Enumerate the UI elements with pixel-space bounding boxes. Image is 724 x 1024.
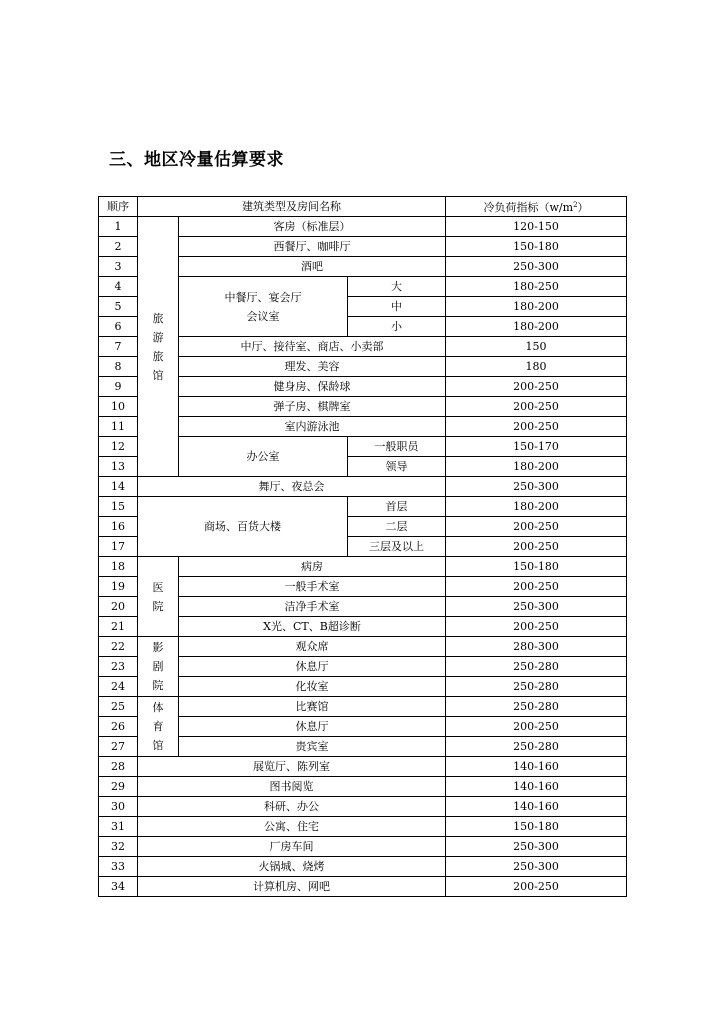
row-value: 250-300	[446, 597, 627, 617]
table-row	[99, 657, 627, 677]
row-value: 250-300	[446, 857, 627, 877]
row-name: 二层	[348, 517, 446, 537]
row-no: 2	[99, 237, 138, 257]
row-value: 180-200	[446, 317, 627, 337]
row-no: 6	[99, 317, 138, 337]
table-row	[99, 217, 627, 237]
row-name: 健身房、保龄球	[179, 377, 446, 397]
row-name: 展览厅、陈列室	[138, 757, 446, 777]
row-name: 中	[348, 297, 446, 317]
table-row	[99, 337, 627, 357]
row-value: 180-200	[446, 297, 627, 317]
subgroup-dining	[179, 277, 348, 337]
table-row	[99, 877, 627, 897]
row-value: 140-160	[446, 797, 627, 817]
row-value: 200-250	[446, 877, 627, 897]
row-value: 200-250	[446, 577, 627, 597]
row-no: 18	[99, 557, 138, 577]
row-name: 中厅、接待室、商店、小卖部	[179, 337, 446, 357]
row-no: 14	[99, 477, 138, 497]
table-row	[99, 257, 627, 277]
row-no: 22	[99, 637, 138, 657]
header-cooling-index-prefix: 冷负荷指标（w/m	[483, 201, 574, 214]
row-no: 12	[99, 437, 138, 457]
row-no: 32	[99, 837, 138, 857]
row-name: 休息厅	[179, 657, 446, 677]
group-gym: 体育馆	[138, 697, 179, 757]
row-no: 11	[99, 417, 138, 437]
row-no: 31	[99, 817, 138, 837]
row-name: 厂房车间	[138, 837, 446, 857]
row-value: 280-300	[446, 637, 627, 657]
row-no: 9	[99, 377, 138, 397]
row-value: 250-280	[446, 677, 627, 697]
row-name: 舞厅、夜总会	[138, 477, 446, 497]
subgroup-dining-line-2: 会议室	[246, 309, 280, 323]
row-value: 180-250	[446, 277, 627, 297]
table-row	[99, 777, 627, 797]
row-no: 19	[99, 577, 138, 597]
table-row	[99, 237, 627, 257]
row-name: 领导	[348, 457, 446, 477]
table-row	[99, 577, 627, 597]
header-order: 顺序	[99, 197, 138, 217]
table-row	[99, 677, 627, 697]
row-value: 200-250	[446, 417, 627, 437]
row-value: 150-180	[446, 237, 627, 257]
row-no: 20	[99, 597, 138, 617]
row-name: 化妆室	[179, 677, 446, 697]
table-row	[99, 397, 627, 417]
table-row	[99, 277, 627, 297]
row-value: 250-280	[446, 697, 627, 717]
row-value: 140-160	[446, 757, 627, 777]
row-no: 21	[99, 617, 138, 637]
table-row	[99, 437, 627, 457]
row-value: 180	[446, 357, 627, 377]
table-row	[99, 817, 627, 837]
table-row	[99, 797, 627, 817]
row-no: 1	[99, 217, 138, 237]
row-no: 15	[99, 497, 138, 517]
table-row	[99, 597, 627, 617]
row-name: 贵宾室	[179, 737, 446, 757]
row-no: 16	[99, 517, 138, 537]
row-no: 23	[99, 657, 138, 677]
table-row	[99, 557, 627, 577]
group-hotel: 旅游旅馆	[138, 217, 179, 477]
row-name: X光、CT、B超诊断	[179, 617, 446, 637]
row-name: 科研、办公	[138, 797, 446, 817]
row-no: 33	[99, 857, 138, 877]
row-no: 4	[99, 277, 138, 297]
row-value: 200-250	[446, 517, 627, 537]
row-no: 28	[99, 757, 138, 777]
row-name: 休息厅	[179, 717, 446, 737]
row-value: 180-200	[446, 497, 627, 517]
group-hospital: 医院	[138, 557, 179, 637]
row-name: 火锅城、烧烤	[138, 857, 446, 877]
table-row	[99, 757, 627, 777]
row-no: 10	[99, 397, 138, 417]
header-cooling-index-sup: 2	[573, 201, 578, 209]
row-no: 29	[99, 777, 138, 797]
row-name: 理发、美容	[179, 357, 446, 377]
row-value: 200-250	[446, 617, 627, 637]
header-building-type: 建筑类型及房间名称	[138, 197, 446, 217]
header-cooling-index	[446, 197, 627, 217]
table-row	[99, 697, 627, 717]
table-row	[99, 837, 627, 857]
table-row	[99, 717, 627, 737]
row-name: 计算机房、网吧	[138, 877, 446, 897]
row-value: 250-300	[446, 837, 627, 857]
group-theater: 影剧院	[138, 637, 179, 697]
row-no: 17	[99, 537, 138, 557]
table-row	[99, 477, 627, 497]
row-value: 250-280	[446, 737, 627, 757]
table-row	[99, 497, 627, 517]
row-name: 小	[348, 317, 446, 337]
row-value: 120-150	[446, 217, 627, 237]
row-no: 27	[99, 737, 138, 757]
header-cooling-index-suffix: ）	[577, 201, 589, 214]
subgroup-mall: 商场、百货大楼	[138, 497, 348, 557]
row-value: 150	[446, 337, 627, 357]
table-row	[99, 417, 627, 437]
row-name: 一般职员	[348, 437, 446, 457]
subgroup-office: 办公室	[179, 437, 348, 477]
row-value: 200-250	[446, 717, 627, 737]
row-name: 一般手术室	[179, 577, 446, 597]
table-row	[99, 737, 627, 757]
row-no: 30	[99, 797, 138, 817]
table-row	[99, 377, 627, 397]
row-name: 洁净手术室	[179, 597, 446, 617]
row-value: 250-280	[446, 657, 627, 677]
row-value: 200-250	[446, 377, 627, 397]
row-value: 200-250	[446, 397, 627, 417]
table-row	[99, 637, 627, 657]
row-name: 大	[348, 277, 446, 297]
row-value: 250-300	[446, 257, 627, 277]
row-no: 3	[99, 257, 138, 277]
row-name: 观众席	[179, 637, 446, 657]
row-name: 比赛馆	[179, 697, 446, 717]
row-no: 26	[99, 717, 138, 737]
row-name: 公寓、住宅	[138, 817, 446, 837]
row-no: 13	[99, 457, 138, 477]
row-value: 250-300	[446, 477, 627, 497]
row-no: 24	[99, 677, 138, 697]
subgroup-dining-line-1: 中餐厅、宴会厅	[224, 290, 302, 304]
table-row	[99, 857, 627, 877]
row-value: 140-160	[446, 777, 627, 797]
row-name: 三层及以上	[348, 537, 446, 557]
row-value: 200-250	[446, 537, 627, 557]
row-name: 西餐厅、咖啡厅	[179, 237, 446, 257]
cooling-load-table	[98, 196, 627, 897]
table-row	[99, 357, 627, 377]
row-name: 客房（标准层）	[179, 217, 446, 237]
row-no: 5	[99, 297, 138, 317]
row-value: 180-200	[446, 457, 627, 477]
row-no: 25	[99, 697, 138, 717]
row-name: 首层	[348, 497, 446, 517]
row-no: 8	[99, 357, 138, 377]
row-name: 酒吧	[179, 257, 446, 277]
row-no: 34	[99, 877, 138, 897]
row-name: 病房	[179, 557, 446, 577]
row-value: 150-180	[446, 817, 627, 837]
row-name: 图书阅览	[138, 777, 446, 797]
page-title: 三、地区冷量估算要求	[109, 150, 284, 170]
table-row	[99, 617, 627, 637]
row-value: 150-180	[446, 557, 627, 577]
table-header-row	[99, 197, 627, 217]
row-name: 弹子房、棋牌室	[179, 397, 446, 417]
row-no: 7	[99, 337, 138, 357]
row-value: 150-170	[446, 437, 627, 457]
row-name: 室内游泳池	[179, 417, 446, 437]
